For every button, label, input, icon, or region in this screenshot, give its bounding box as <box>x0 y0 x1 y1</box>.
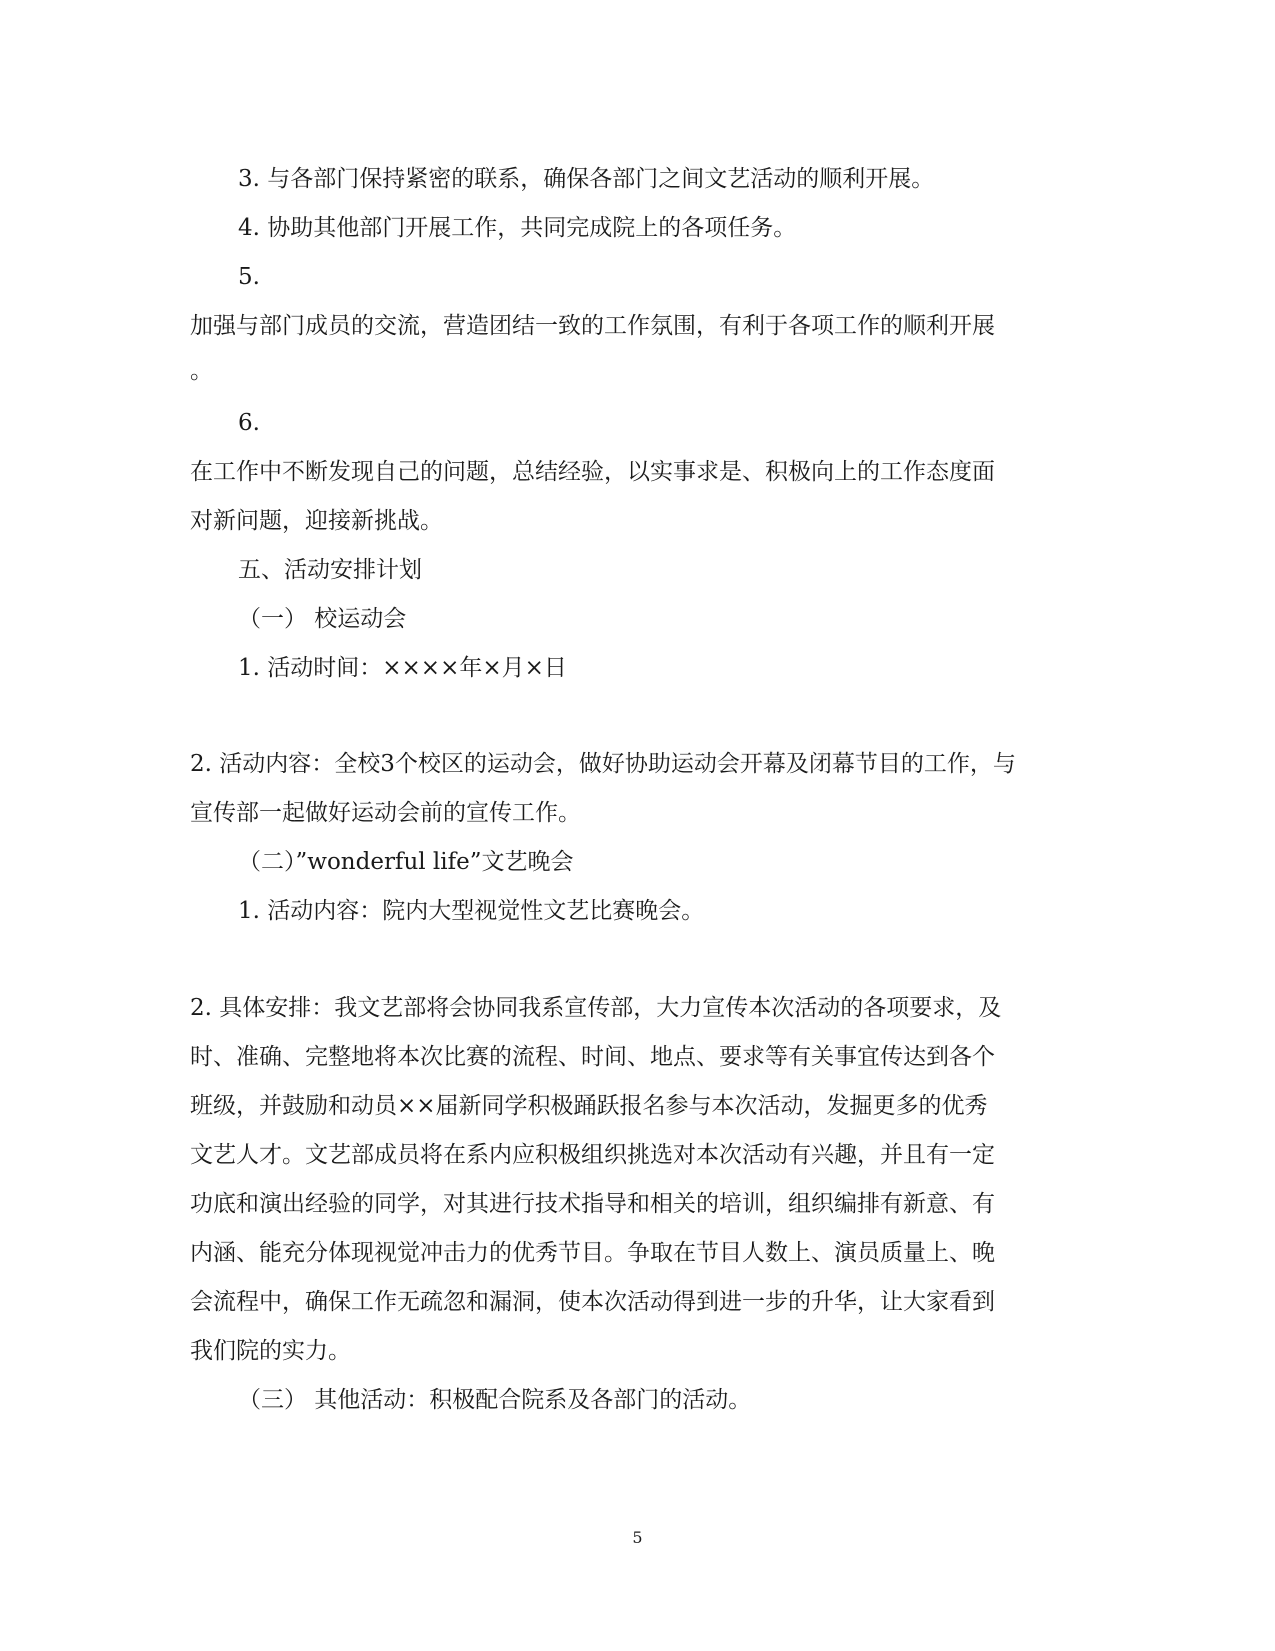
text-line: 2. 活动内容：全校3个校区的运动会，做好协助运动会开幕及闭幕节目的工作，与 <box>190 751 1016 777</box>
text-line: 我们院的实力。 <box>190 1338 351 1364</box>
text-line: 功底和演出经验的同学，对其进行技术指导和相关的培训，组织编排有新意、有 <box>190 1191 995 1217</box>
subsection-heading: （二）”wonderful life”文艺晚会 <box>238 849 574 875</box>
text-line: 1. 活动时间：××××年×月×日 <box>238 655 567 681</box>
text-line: 会流程中，确保工作无疏忽和漏洞，使本次活动得到进一步的升华，让大家看到 <box>190 1289 995 1315</box>
text-line: 1. 活动内容：院内大型视觉性文艺比赛晚会。 <box>238 898 705 924</box>
text-line: 宣传部一起做好运动会前的宣传工作。 <box>190 800 581 826</box>
text-line: 文艺人才。文艺部成员将在系内应积极组织挑选对本次活动有兴趣，并且有一定 <box>190 1142 995 1168</box>
subsection-heading: （三） 其他活动：积极配合院系及各部门的活动。 <box>238 1387 752 1413</box>
section-heading: 五、活动安排计划 <box>238 557 422 583</box>
text-line: 对新问题，迎接新挑战。 <box>190 508 443 534</box>
text-line: 6. <box>238 410 260 436</box>
text-line: 内涵、能充分体现视觉冲击力的优秀节目。争取在节目人数上、演员质量上、晚 <box>190 1240 995 1266</box>
text-line: 。 <box>190 358 213 384</box>
text-line: 4. 协助其他部门开展工作，共同完成院上的各项任务。 <box>238 215 797 241</box>
text-line: 2. 具体安排：我文艺部将会协同我系宣传部，大力宣传本次活动的各项要求，及 <box>190 995 1002 1021</box>
text-line: 时、准确、完整地将本次比赛的流程、时间、地点、要求等有关事宜传达到各个 <box>190 1044 995 1070</box>
text-line: 5. <box>238 264 260 290</box>
text-line: 在工作中不断发现自己的问题，总结经验，以实事求是、积极向上的工作态度面 <box>190 459 995 485</box>
page-number: 5 <box>632 1528 643 1547</box>
text-line: 班级，并鼓励和动员××届新同学积极踊跃报名参与本次活动，发掘更多的优秀 <box>190 1093 988 1119</box>
text-line: 3. 与各部门保持紧密的联系，确保各部门之间文艺活动的顺利开展。 <box>238 166 935 192</box>
text-line: 加强与部门成员的交流，营造团结一致的工作氛围，有利于各项工作的顺利开展 <box>190 313 995 339</box>
subsection-heading: （一） 校运动会 <box>238 606 407 632</box>
